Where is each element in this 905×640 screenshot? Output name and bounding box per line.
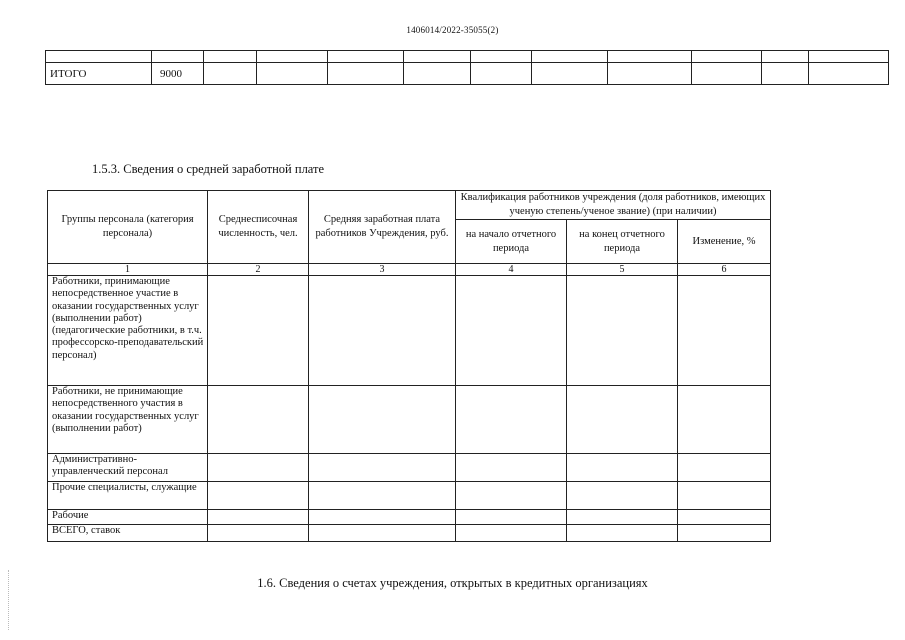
total-row bbox=[46, 63, 889, 85]
table-row bbox=[46, 51, 889, 63]
row-label: Работники, принимающие непосредственное участие в оказании государственных услуг (выполнении работ) (педагогические работники, в т.ч. профессорско-преподавательский персонал) bbox=[48, 276, 208, 386]
row-label: Административно-управленческий персонал bbox=[48, 454, 208, 482]
header-change: Изменение, % bbox=[678, 220, 771, 264]
col-number: 3 bbox=[309, 264, 456, 276]
header-qualification: Квалификация работников учреждения (доля работников, имеющих ученую степень/ученое звание) (при наличии) bbox=[456, 191, 771, 220]
header-start: на начало отчетного периода bbox=[456, 220, 567, 264]
total-code: 9000 bbox=[152, 63, 204, 85]
header-end: на конец отчетного периода bbox=[567, 220, 678, 264]
total-label: ИТОГО bbox=[46, 63, 152, 85]
table-row bbox=[48, 482, 771, 510]
section-title: 1.5.3. Сведения о средней заработной плате bbox=[92, 162, 325, 176]
col-number: 4 bbox=[456, 264, 567, 276]
next-section-title: 1.6. Сведения о счетах учреждения, открытых в кредитных организациях bbox=[257, 576, 648, 590]
row-label: ВСЕГО, ставок bbox=[48, 525, 208, 542]
header-salary: Средняя заработная плата работников Учреждения, руб. bbox=[309, 191, 456, 264]
scan-margin-marks bbox=[8, 570, 10, 630]
table-row bbox=[48, 276, 771, 386]
col-number: 1 bbox=[48, 264, 208, 276]
table-row bbox=[48, 454, 771, 482]
totals-table bbox=[45, 50, 889, 85]
row-label: Рабочие bbox=[48, 510, 208, 525]
table-row bbox=[48, 525, 771, 542]
document-id: 1406014/2022-35055(2) bbox=[406, 25, 499, 35]
column-numbers-row bbox=[48, 264, 771, 276]
header-headcount: Среднесписочная численность, чел. bbox=[208, 191, 309, 264]
row-label: Работники, не принимающие непосредственного участия в оказании государственных услуг (выполнении работ) bbox=[48, 386, 208, 454]
header-group: Группы персонала (категория персонала) bbox=[48, 191, 208, 264]
salary-table bbox=[47, 190, 771, 542]
table-row bbox=[48, 386, 771, 454]
table-row bbox=[48, 510, 771, 525]
row-label: Прочие специалисты, служащие bbox=[48, 482, 208, 510]
col-number: 6 bbox=[678, 264, 771, 276]
col-number: 5 bbox=[567, 264, 678, 276]
col-number: 2 bbox=[208, 264, 309, 276]
